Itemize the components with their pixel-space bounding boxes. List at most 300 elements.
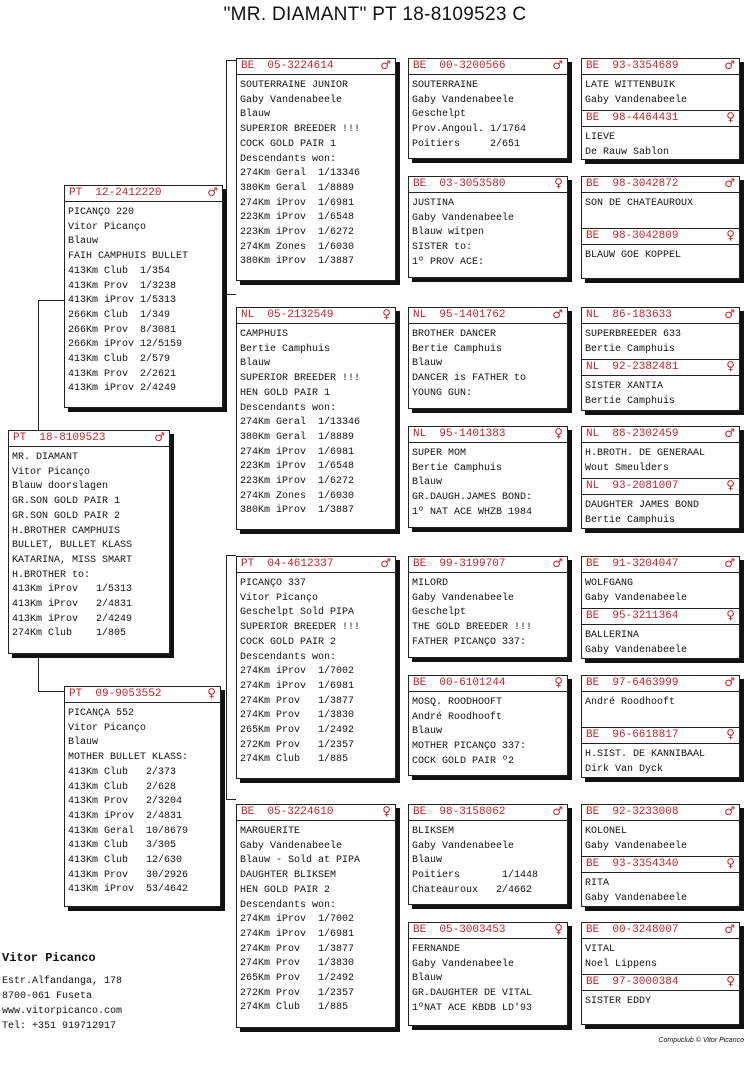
ring-number: NL 95-1401762 <box>413 309 506 321</box>
ring-number: BE 97-3000384 <box>586 976 679 988</box>
sex-symbol: ♂ <box>154 430 165 444</box>
pedigree-card-sire-dam <box>236 307 396 530</box>
connector-line <box>226 60 227 295</box>
card-header <box>582 479 739 495</box>
card-text-line: H.BROTHER CAMPHUIS <box>12 525 121 537</box>
card-text-line: Blauw <box>412 726 443 738</box>
card-header <box>9 431 169 447</box>
card-header <box>582 975 739 991</box>
ring-number: BE 00-3200566 <box>413 60 506 72</box>
card-text-line: Blauw <box>240 109 271 121</box>
sex-symbol: ♂ <box>380 556 391 570</box>
pair-bottom-female <box>582 856 739 906</box>
card-header <box>582 857 739 873</box>
card-text-line: Vitor Picanço <box>12 466 91 478</box>
card-text-line: Blauw <box>68 737 99 749</box>
card-text-line: Gaby Vandenabeele <box>585 892 688 904</box>
software-credit: Compuclub © Vitor Picanco <box>658 1037 744 1044</box>
card-text-line: André Roodhooft <box>412 711 503 723</box>
sex-symbol: ♀ <box>726 228 735 242</box>
pair-bottom-female <box>582 608 739 658</box>
card-text-line: 380Km Geral 1/8889 <box>240 182 355 194</box>
card-text-line: Vitor Picanço <box>68 722 147 734</box>
pedigree-pair-g8 <box>581 922 740 1025</box>
pedigree-card-dds <box>408 804 568 905</box>
card-text-line: 413Km iProv 1/5313 <box>68 295 177 307</box>
card-text-line: DANCER is FATHER to <box>412 373 527 385</box>
card-text-line: 413Km Prov 2/3204 <box>68 796 183 808</box>
card-text-line: 274Km Zones 1/6030 <box>240 241 355 253</box>
pedigree-pair-g4 <box>581 426 740 529</box>
sex-symbol: ♀ <box>726 478 735 492</box>
card-body <box>237 79 395 270</box>
pedigree-card-dam-sire <box>236 556 396 779</box>
connector-line <box>226 60 236 61</box>
card-text-line: Bertie Camphuis <box>240 343 331 355</box>
card-text-line: HEN GOLD PAIR 2 <box>240 884 331 896</box>
card-text-line: GR.DAUGH.JAMES BOND: <box>412 492 533 504</box>
ring-number: BE 98-4464431 <box>586 112 679 124</box>
card-text-line: 413Km iProv 2/4831 <box>12 599 133 611</box>
card-header <box>582 360 739 376</box>
card-text-line: Blauw witpen <box>412 227 485 239</box>
card-text-line: Bertie Camphuis <box>585 395 676 407</box>
card-text-line: Blauw <box>412 973 443 985</box>
card-text-line: 413Km iProv 1/5313 <box>12 584 133 596</box>
card-header <box>409 427 567 443</box>
card-text-line: MOTHER BULLET KLASS: <box>68 752 189 764</box>
card-text-line: 413Km Club 12/630 <box>68 855 183 867</box>
card-header <box>582 923 739 939</box>
pedigree-card-ddd <box>408 922 568 1026</box>
card-text-line: SISTER to: <box>412 242 473 254</box>
card-header <box>409 308 567 324</box>
card-text-line: Bertie Camphuis <box>585 514 676 526</box>
card-text-line: VITAL <box>585 944 616 955</box>
card-text-line: SISTER EDDY <box>585 996 652 1007</box>
card-text-line: PICANÇA 552 <box>68 708 135 719</box>
card-text-line: BROTHER DANCER <box>412 329 497 340</box>
card-body <box>582 328 739 357</box>
pair-top-male <box>582 805 739 856</box>
card-text-line: FATHER PICANÇO 337: <box>412 636 527 648</box>
connector-line <box>38 652 39 692</box>
sex-symbol: ♂ <box>724 307 735 321</box>
sex-symbol: ♂ <box>552 556 563 570</box>
card-text-line: SISTER XANTIA <box>585 381 664 392</box>
ring-number: BE 98-3042809 <box>586 230 679 242</box>
card-body <box>582 197 739 212</box>
card-body <box>582 577 739 606</box>
connector-line <box>226 555 236 556</box>
card-text-line: 223Km iProv 1/6272 <box>240 476 355 488</box>
connector-line <box>38 300 39 432</box>
card-text-line: 1ºNAT ACE KBDB LD'93 <box>412 1002 533 1014</box>
card-text-line: Descendants won: <box>240 153 337 165</box>
card-text-line: Blauw <box>412 358 443 370</box>
card-text-line: Blauw <box>412 477 443 489</box>
sex-symbol: ♀ <box>726 727 735 741</box>
pair-top-male <box>582 557 739 608</box>
card-text-line: LIEVE <box>585 132 616 143</box>
card-text-line: HEN GOLD PAIR 1 <box>240 387 331 399</box>
card-body <box>582 79 739 108</box>
pair-top-male <box>582 177 739 228</box>
card-text-line: COCK GOLD PAIR º2 <box>412 755 515 767</box>
card-body <box>409 328 567 402</box>
card-text-line: GR.DAUGHTER DE VITAL <box>412 988 533 1000</box>
card-body <box>582 629 739 658</box>
pedigree-card-dss <box>408 556 568 658</box>
connector-line <box>226 555 227 800</box>
ring-number: BE 98-3158062 <box>413 806 506 818</box>
connector-line <box>226 294 236 295</box>
card-body <box>409 197 567 271</box>
card-text-line: BALLERINA <box>585 630 640 641</box>
breeder-website[interactable]: www.vitorpicanco.com <box>2 1006 123 1017</box>
sex-symbol: ♂ <box>724 58 735 72</box>
card-text-line: 274Km Geral 1/13346 <box>240 168 361 180</box>
card-text-line: 274Km iProv 1/6981 <box>240 680 355 692</box>
card-text-line: SUPERBREEDER 633 <box>585 329 682 340</box>
card-text-line: 274Km Club 1/805 <box>12 628 127 640</box>
card-text-line: Blauw doorslagen <box>12 481 109 493</box>
card-header <box>409 177 567 193</box>
card-body <box>409 825 567 899</box>
card-text-line: Vitor Picanço <box>68 221 147 233</box>
card-text-line: COCK GOLD PAIR 2 <box>240 636 337 648</box>
card-text-line: MOSQ. ROODHOOFT <box>412 697 503 708</box>
card-text-line: 413Km Club 2/579 <box>68 354 171 366</box>
card-body <box>9 451 169 642</box>
card-header <box>582 177 739 193</box>
card-text-line: 274Km Prov 1/3877 <box>240 695 355 707</box>
card-text-line: 274Km Prov 1/3877 <box>240 943 355 955</box>
card-header <box>582 609 739 625</box>
card-text-line: 1º NAT ACE WHZB 1984 <box>412 506 533 518</box>
card-text-line: SUPERIOR BREEDER !!! <box>240 124 361 136</box>
card-text-line: H.SIST. DE KANNIBAAL <box>585 749 706 760</box>
pedigree-card-sire <box>64 185 223 408</box>
card-text-line: PICANÇO 220 <box>68 207 135 218</box>
sex-symbol: ♀ <box>554 176 563 190</box>
card-text-line: 274Km Zones 1/6030 <box>240 490 355 502</box>
card-text-line: 413Km Club 2/373 <box>68 766 177 778</box>
card-text-line: SOUTERRAINE <box>412 80 479 91</box>
sex-symbol: ♀ <box>382 804 391 818</box>
card-body <box>409 696 567 770</box>
pair-bottom-female <box>582 228 739 264</box>
card-text-line: Prov.Angoul. 1/1764 <box>412 124 527 136</box>
card-text-line: Gaby Vandenabeele <box>240 94 343 106</box>
ring-number: NL 05-2132549 <box>241 309 334 321</box>
card-text-line: MARGUERITE <box>240 826 301 837</box>
card-header <box>582 557 739 573</box>
pair-top-male <box>582 427 739 478</box>
sex-symbol: ♀ <box>207 686 216 700</box>
card-text-line: 380Km Geral 1/8889 <box>240 431 355 443</box>
ring-number: NL 93-2081007 <box>586 480 679 492</box>
card-text-line: Bertie Camphuis <box>412 462 503 474</box>
card-text-line: 223Km iProv 1/6548 <box>240 461 355 473</box>
card-text-line: Gaby Vandenabeele <box>585 840 688 852</box>
sex-symbol: ♀ <box>554 922 563 936</box>
card-text-line: 272Km Prov 1/2357 <box>240 739 355 751</box>
card-body <box>582 499 739 528</box>
card-text-line: 223Km iProv 1/6548 <box>240 212 355 224</box>
ring-number: BE 91-3204047 <box>586 558 679 570</box>
ring-number: PT 18-8109523 <box>13 432 106 444</box>
pair-top-male <box>582 59 739 110</box>
card-text-line: Poitiers 1/1448 <box>412 870 539 882</box>
card-text-line: THE GOLD BREEDER !!! <box>412 622 533 634</box>
ring-number: BE 00-3248007 <box>586 924 679 936</box>
card-body <box>409 447 567 521</box>
card-body <box>409 577 567 651</box>
card-text-line: André Roodhooft <box>585 697 676 708</box>
card-text-line: COCK GOLD PAIR 1 <box>240 138 337 150</box>
pedigree-card-dam <box>64 686 221 907</box>
pedigree-card-dsd <box>408 675 568 776</box>
ring-number: BE 92-3233008 <box>586 806 679 818</box>
ring-number: BE 05-3224610 <box>241 806 334 818</box>
card-text-line: 413Km iProv 2/4249 <box>68 383 177 395</box>
card-text-line: Gaby Vandenabeele <box>412 94 515 106</box>
card-header <box>409 805 567 821</box>
card-header <box>65 186 222 202</box>
ring-number: BE 95-3211364 <box>586 610 679 622</box>
card-text-line: LATE WITTENBUIK <box>585 80 676 91</box>
card-text-line: Descendants won: <box>240 651 337 663</box>
card-body <box>582 943 739 972</box>
card-text-line: FERNANDE <box>412 944 461 955</box>
card-text-line: 413Km Prov 1/3238 <box>68 280 177 292</box>
card-text-line: GR.SON GOLD PAIR 1 <box>12 496 121 508</box>
card-text-line: SUPERIOR BREEDER !!! <box>240 373 361 385</box>
card-header <box>237 805 395 821</box>
card-text-line: Bertie Camphuis <box>412 343 503 355</box>
card-text-line: MR. DIAMANT <box>12 452 79 463</box>
card-body <box>65 206 222 397</box>
ring-number: BE 99-3199707 <box>413 558 506 570</box>
card-text-line: 274Km Prov 1/3830 <box>240 710 355 722</box>
card-text-line: Gaby Vandenabeele <box>585 94 688 106</box>
card-text-line: Descendants won: <box>240 402 337 414</box>
card-text-line: MOTHER PICANÇO 337: <box>412 741 527 753</box>
card-text-line: Gaby Vandenabeele <box>585 644 688 656</box>
card-text-line: WOLFGANG <box>585 578 634 589</box>
pedigree-card-sire-sire <box>236 58 396 281</box>
card-text-line: De Rauw Sablon <box>585 146 670 158</box>
card-text-line: CAMPHUIS <box>240 329 289 340</box>
card-text-line: 380Km iProv 1/3887 <box>240 256 355 268</box>
ring-number: NL 92-2382481 <box>586 361 679 373</box>
sex-symbol: ♀ <box>554 426 563 440</box>
ring-number: BE 03-3053580 <box>413 178 506 190</box>
card-text-line: Blauw <box>412 855 443 867</box>
card-text-line: 266Km Prov 8/3081 <box>68 324 177 336</box>
sex-symbol: ♂ <box>380 58 391 72</box>
sex-symbol: ♂ <box>552 307 563 321</box>
pedigree-pair-g6 <box>581 675 740 778</box>
card-body <box>409 943 567 1017</box>
pedigree-card-dam-dam <box>236 804 396 1028</box>
pair-top-male <box>582 923 739 974</box>
card-header <box>582 728 739 744</box>
connector-line <box>226 799 236 800</box>
card-header <box>65 687 220 703</box>
card-text-line: PICANÇO 337 <box>240 578 307 589</box>
ring-number: BE 00-6101244 <box>413 677 506 689</box>
connector-line <box>38 691 64 692</box>
sex-symbol: ♂ <box>552 58 563 72</box>
pair-top-male <box>582 676 739 727</box>
card-body <box>582 825 739 854</box>
card-text-line: DAUGHTER BLIKSEM <box>240 870 337 882</box>
card-text-line: 413Km Club 3/305 <box>68 840 177 852</box>
ring-number: NL 88-2302459 <box>586 428 679 440</box>
card-text-line: DAUGHTER JAMES BOND <box>585 500 700 511</box>
connector-line <box>38 300 64 301</box>
card-body <box>582 748 739 777</box>
card-text-line: 413Km iProv 2/4831 <box>68 810 183 822</box>
card-text-line: Dirk Van Dyck <box>585 763 664 775</box>
card-text-line: Poitiers 2/651 <box>412 138 521 150</box>
card-header <box>237 557 395 573</box>
card-header <box>409 557 567 573</box>
card-text-line: Geschelpt <box>412 109 467 121</box>
card-text-line: Blauw - Sold at PIPA <box>240 855 361 867</box>
card-text-line: 274Km iProv 1/7002 <box>240 914 355 926</box>
card-text-line: Gaby Vandenabeele <box>412 958 515 970</box>
card-header <box>409 59 567 75</box>
pedigree-pair-g1 <box>581 58 740 160</box>
card-body <box>582 380 739 409</box>
breeder-postcode: 8700-061 Fuseta <box>2 991 93 1002</box>
ring-number: BE 05-3224614 <box>241 60 334 72</box>
pair-bottom-female <box>582 974 739 1010</box>
card-body <box>582 877 739 906</box>
card-text-line: RITA <box>585 878 610 889</box>
sex-symbol: ♀ <box>726 608 735 622</box>
card-text-line: 413Km iProv 53/4642 <box>68 884 189 896</box>
card-header <box>582 427 739 443</box>
ring-number: BE 93-3354689 <box>586 60 679 72</box>
card-text-line: H.BROTHER to: <box>12 569 91 581</box>
card-text-line: SUPERIOR BREEDER !!! <box>240 622 361 634</box>
card-text-line: BLAUW GOE KOPPEL <box>585 250 682 261</box>
ring-number: BE 05-3003453 <box>413 924 506 936</box>
sex-symbol: ♀ <box>382 307 391 321</box>
pedigree-pair-g5 <box>581 556 740 659</box>
card-body <box>582 447 739 476</box>
card-text-line: H.BROTH. DE GENERAAL <box>585 448 706 459</box>
card-text-line: Wout Smeulders <box>585 462 670 474</box>
card-text-line: Descendants won: <box>240 899 337 911</box>
card-text-line: 223Km iProv 1/6272 <box>240 227 355 239</box>
card-text-line: Geschelpt Sold PIPA <box>240 607 355 619</box>
card-text-line: MILORD <box>412 578 449 589</box>
card-text-line: Noel Lippens <box>585 958 658 970</box>
ring-number: BE 97-6463999 <box>586 677 679 689</box>
card-body <box>582 131 739 160</box>
card-header <box>582 308 739 324</box>
card-text-line: 274Km iProv 1/6981 <box>240 928 355 940</box>
card-text-line: Chateauroux 2/4662 <box>412 884 533 896</box>
card-text-line: 266Km Club 1/349 <box>68 309 171 321</box>
pedigree-card-sss <box>408 58 568 159</box>
sex-symbol: ♂ <box>552 804 563 818</box>
card-text-line: 274Km Club 1/885 <box>240 754 349 766</box>
card-text-line: BLIKSEM <box>412 826 455 837</box>
card-text-line: 274Km iProv 1/6981 <box>240 197 355 209</box>
breeder-name: Vitor Picanco <box>2 951 96 965</box>
pedigree-card-sdd <box>408 426 568 528</box>
ring-number: BE 93-3354340 <box>586 858 679 870</box>
card-body <box>409 79 567 153</box>
card-body <box>582 249 739 264</box>
card-text-line: BULLET, BULLET KLASS <box>12 540 133 552</box>
pair-bottom-female <box>582 727 739 777</box>
card-text-line: SUPER MOM <box>412 448 467 459</box>
card-text-line: YOUNG GUN: <box>412 387 473 399</box>
ring-number: BE 98-3042872 <box>586 178 679 190</box>
card-header <box>582 229 739 245</box>
ring-number: NL 95-1401383 <box>413 428 506 440</box>
ring-number: BE 96-6618817 <box>586 729 679 741</box>
card-text-line: 274Km Prov 1/3830 <box>240 958 355 970</box>
card-text-line: Gaby Vandenabeele <box>412 840 515 852</box>
card-text-line: 413Km iProv 2/4249 <box>12 613 133 625</box>
card-text-line: Gaby Vandenabeele <box>585 592 688 604</box>
card-text-line: 413Km Geral 10/8679 <box>68 825 189 837</box>
page-title: "MR. DIAMANT" PT 18-8109523 C <box>223 4 527 25</box>
card-text-line: 413Km Club 2/628 <box>68 781 177 793</box>
pair-top-male <box>582 308 739 359</box>
card-text-line: Bertie Camphuis <box>585 343 676 355</box>
card-text-line: Blauw <box>240 358 271 370</box>
card-text-line: 1º PROV ACE: <box>412 256 485 268</box>
card-text-line: 274Km Geral 1/13346 <box>240 417 361 429</box>
card-text-line: SOUTERRAINE JUNIOR <box>240 80 349 91</box>
card-text-line: Gaby Vandenabeele <box>240 840 343 852</box>
card-text-line: GR.SON GOLD PAIR 2 <box>12 510 121 522</box>
sex-symbol: ♂ <box>724 176 735 190</box>
ring-number: PT 04-4612337 <box>241 558 334 570</box>
card-body <box>237 577 395 768</box>
card-header <box>237 59 395 75</box>
card-text-line: 274Km Club 1/885 <box>240 1002 349 1014</box>
card-header <box>409 676 567 692</box>
card-text-line: FAIH CAMPHUIS BULLET <box>68 251 189 263</box>
card-text-line: KATARINA, MISS SMART <box>12 554 133 566</box>
ring-number: PT 09-9053552 <box>69 688 162 700</box>
card-text-line: Gaby Vandenabeele <box>412 212 515 224</box>
sex-symbol: ♂ <box>724 675 735 689</box>
card-text-line: 272Km Prov 1/2357 <box>240 987 355 999</box>
card-text-line: Vitor Picanço <box>240 592 319 604</box>
card-body <box>65 707 220 898</box>
card-text-line: JUSTINA <box>412 198 455 209</box>
pedigree-card-subject <box>8 430 170 654</box>
card-text-line: 274Km iProv 1/6981 <box>240 446 355 458</box>
card-text-line: 274Km iProv 1/7002 <box>240 666 355 678</box>
sex-symbol: ♂ <box>724 804 735 818</box>
card-text-line: 413Km Club 1/354 <box>68 265 171 277</box>
sex-symbol: ♀ <box>726 110 735 124</box>
card-header <box>582 805 739 821</box>
card-text-line: 265Km Prov 1/2492 <box>240 725 355 737</box>
